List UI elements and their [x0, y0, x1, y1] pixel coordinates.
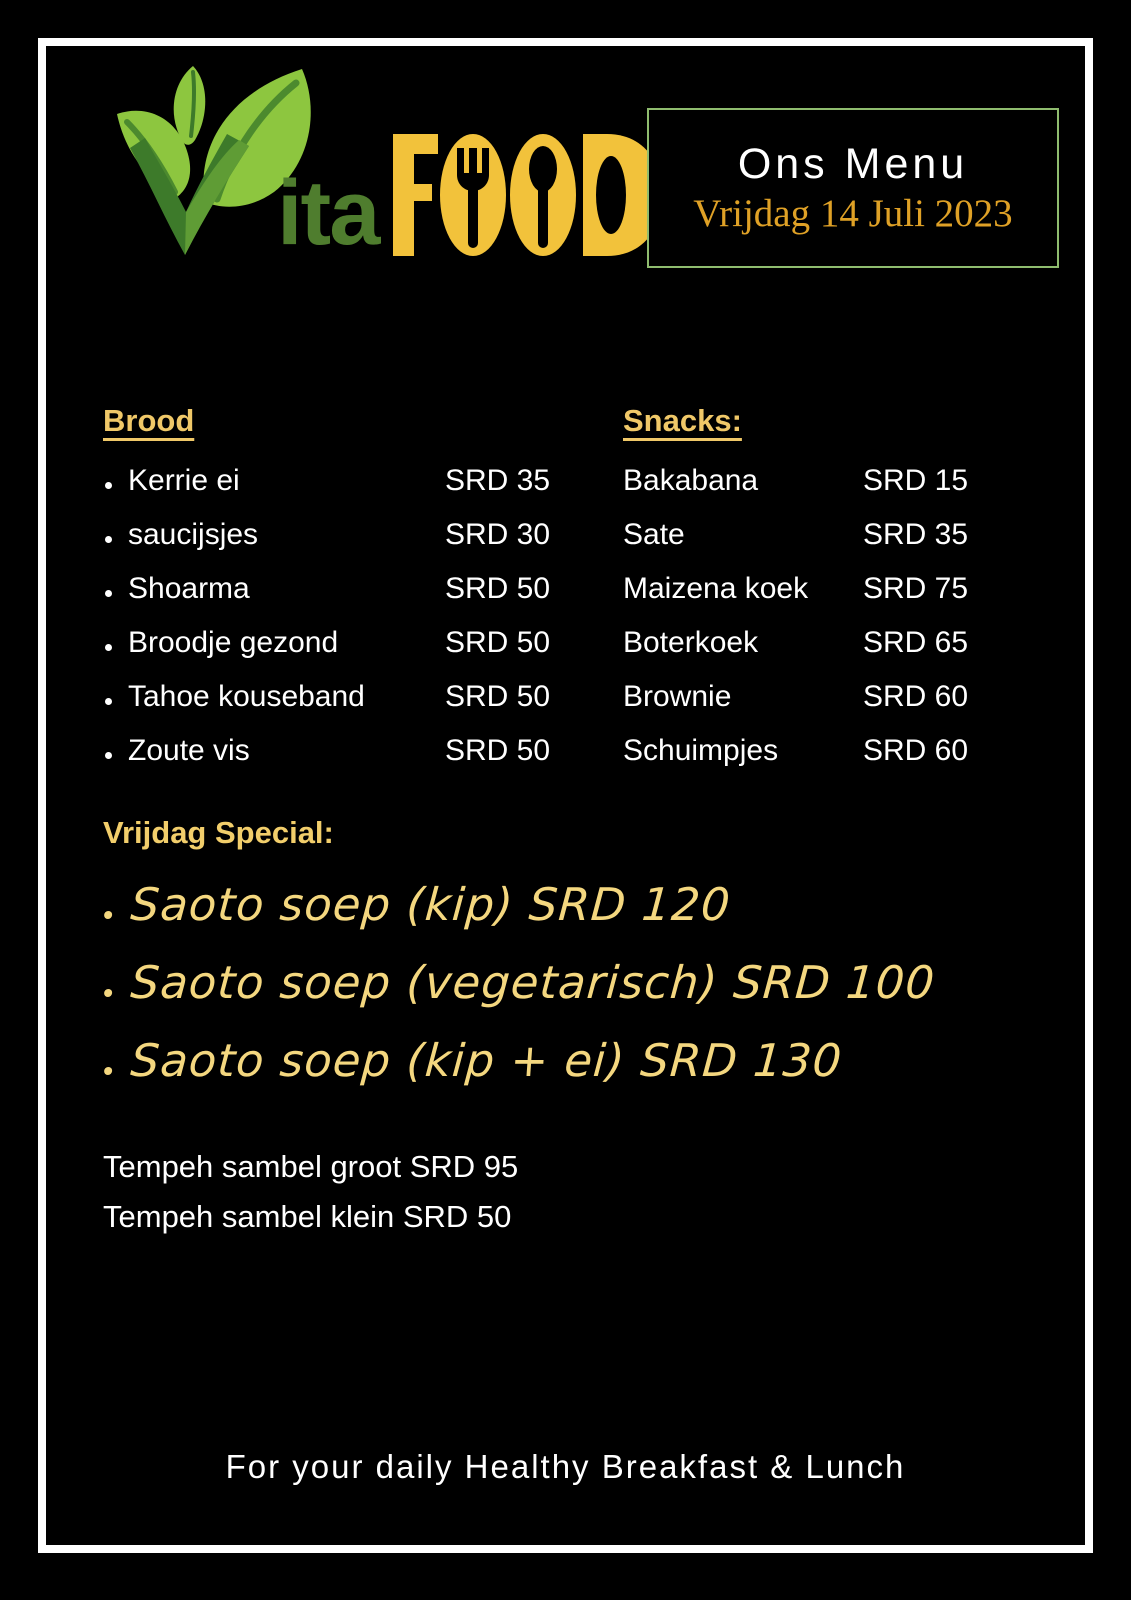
menu-item-row — [623, 454, 1023, 508]
item-price: SRD 60 — [863, 680, 969, 713]
menu-item-row — [103, 562, 573, 616]
bullet-dot — [105, 698, 112, 705]
special-section — [103, 813, 953, 1087]
menu-item-row — [623, 724, 1023, 778]
menu-item-row — [103, 670, 573, 724]
extra-item: Tempeh sambel groot SRD 95 — [103, 1149, 519, 1184]
item-price: SRD 50 — [445, 680, 551, 713]
menu-item-row — [623, 670, 1023, 724]
bullet-dot — [105, 536, 112, 543]
logo-food-wordmark — [393, 134, 655, 256]
bullet-dot — [105, 752, 112, 759]
brood-heading: Brood — [103, 403, 195, 438]
menu-item-row — [623, 616, 1023, 670]
menu-date: Vrijdag 14 Juli 2023 — [693, 192, 1013, 235]
item-price: SRD 60 — [863, 734, 969, 767]
item-name: Zoute vis — [128, 734, 250, 767]
item-name: Schuimpjes — [623, 734, 779, 767]
item-price: SRD 35 — [445, 464, 551, 497]
menu-item-row — [103, 508, 573, 562]
menu-header-box — [647, 108, 1059, 268]
item-name: Maizena koek — [623, 572, 809, 605]
item-name: Sate — [623, 518, 685, 551]
item-name: Bakabana — [623, 464, 759, 497]
item-name: Brownie — [623, 680, 732, 713]
item-price: SRD 35 — [863, 518, 969, 551]
menu-item-row — [103, 724, 573, 778]
special-heading: Vrijdag Special: — [103, 815, 334, 850]
item-price: SRD 50 — [445, 734, 551, 767]
item-price: SRD 65 — [863, 626, 969, 659]
footer-tagline: For your daily Healthy Breakfast & Lunch — [225, 1448, 906, 1485]
page-title: Ons Menu — [737, 140, 969, 188]
brood-section — [103, 402, 573, 778]
logo-text-ita: ita — [277, 162, 379, 264]
snacks-heading: Snacks: — [623, 403, 742, 438]
brood-list — [103, 454, 573, 778]
bullet-dot — [104, 911, 113, 919]
bullet-dot — [104, 1067, 113, 1075]
vitafood-logo — [105, 56, 655, 271]
bullet-dot — [105, 482, 112, 489]
item-name: Tahoe kouseband — [128, 680, 365, 713]
special-item — [103, 1035, 957, 1087]
bullet-dot — [104, 989, 113, 997]
item-name: Kerrie ei — [128, 464, 240, 497]
snacks-list — [623, 454, 1023, 778]
item-price: SRD 15 — [863, 464, 969, 497]
item-price: SRD 50 — [445, 572, 551, 605]
item-price: SRD 30 — [445, 518, 551, 551]
item-name: saucijsjes — [128, 518, 259, 551]
item-price: SRD 50 — [445, 626, 551, 659]
special-item-text: Saoto soep (kip + ei) SRD 130 — [129, 1034, 845, 1087]
special-item — [103, 957, 957, 1009]
item-name: Shoarma — [128, 572, 250, 605]
special-item-text: Saoto soep (kip) SRD 120 — [129, 878, 733, 931]
item-name: Broodje gezond — [128, 626, 339, 659]
extra-item: Tempeh sambel klein SRD 50 — [103, 1199, 512, 1234]
snacks-section — [623, 402, 1023, 778]
extras-section — [103, 1142, 518, 1242]
item-price: SRD 75 — [863, 572, 969, 605]
menu-item-row — [103, 616, 573, 670]
bullet-dot — [105, 644, 112, 651]
menu-item-row — [623, 562, 1023, 616]
special-item-text: Saoto soep (vegetarisch) SRD 100 — [129, 956, 937, 1009]
special-item — [103, 879, 957, 931]
menu-item-row — [623, 508, 1023, 562]
item-name: Boterkoek — [623, 626, 759, 659]
bullet-dot — [105, 590, 112, 597]
menu-item-row — [103, 454, 573, 508]
